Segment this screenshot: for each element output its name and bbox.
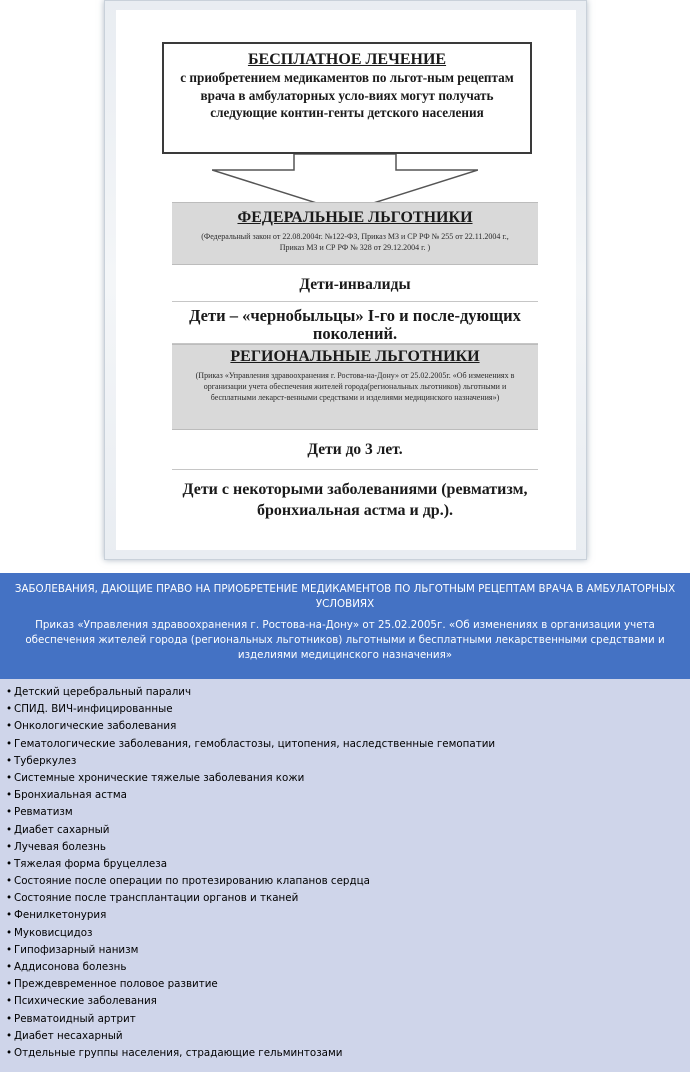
federal-item: Дети-инвалиды [172,266,538,302]
intro-text: с приобретением медикаментов по льгот-ным рецептам врача в амбулаторных усло-виях могут получать следующие контин-генты детского населения [180,70,514,120]
bullet-icon: • [6,1046,13,1059]
diseases-subtitle: Приказ «Управления здравоохранения г. Ростова-на-Дону» от 25.02.2005г. «Об изменениях в организации учета обеспечения жителей города (региональных льготников) льготными и бесплатными лекарственными средствами и изделиями медицинского назначения» [25,619,665,661]
regional-header [172,344,538,430]
list-item-text: Системные хронические тяжелые заболевания кожи [14,771,305,784]
bullet-icon: • [6,995,13,1008]
bullet-icon: • [6,720,13,733]
list-item-text: Психические заболевания [14,995,157,1008]
bullet-icon: • [6,823,13,836]
list-item-text: Онкологические заболевания [14,720,177,733]
bullet-icon: • [6,789,13,802]
list-item-text: Отдельные группы населения, страдающие гельминтозами [14,1046,343,1059]
list-item [6,736,690,753]
list-item-text: Гематологические заболевания, гемобластозы, цитопения, наследственные гемопатии [14,737,496,750]
list-item-text: СПИД. ВИЧ-инфицированные [14,703,173,716]
bullet-icon: • [6,1012,13,1025]
list-item-text: Гипофизарный нанизм [14,943,139,956]
list-item [6,1045,690,1062]
list-item [6,993,690,1010]
intro-title: БЕСПЛАТНОЕ ЛЕЧЕНИЕ [247,51,447,68]
bullet-icon: • [6,943,13,956]
list-item [6,959,690,976]
list-item-text: Состояние после операции по протезированию клапанов сердца [14,875,370,888]
list-item [6,684,690,701]
list-item [6,770,690,787]
list-item-text: Бронхиальная астма [14,789,127,802]
list-item-text: Тяжелая форма бруцеллеза [14,857,168,870]
list-item [6,976,690,993]
list-item-text: Ревматоидный артрит [14,1012,136,1025]
bullet-icon: • [6,840,13,853]
bullet-icon: • [6,1029,13,1042]
list-item [6,873,690,890]
diseases-list [6,684,690,1062]
bullet-icon: • [6,806,13,819]
bullet-icon: • [6,771,13,784]
list-item-text: Аддисонова болезнь [14,961,127,973]
diseases-header [0,573,690,679]
federal-note: (Федеральный закон от 22.08.2004г. №122-ФЗ, Приказ МЗ и СР РФ № 255 от 22.11.2004 г., Приказ МЗ и СР РФ № 328 от 29.12.2004 г. ) [201,232,509,252]
list-item-text: Ревматизм [14,806,73,819]
list-item [6,1028,690,1045]
list-item [6,822,690,839]
federal-header [172,202,538,265]
list-item-text: Диабет сахарный [14,823,110,836]
list-item [6,787,690,804]
list-item [6,718,690,735]
list-item-text: Фенилкетонурия [14,909,107,922]
bullet-icon: • [6,857,13,870]
list-item-text: Состояние после трансплантации органов и тканей [14,892,299,905]
list-item [6,856,690,873]
list-item [6,925,690,942]
regional-item: Дети до 3 лет. [172,430,538,470]
list-item-text: Преждевременное половое развитие [14,978,218,991]
list-item-text: Туберкулез [14,754,77,767]
regional-note: (Приказ «Управления здравоохранения г. Ростова-на-Дону» от 25.02.2005г. «Об изменениях в организации учета обеспечения жителей города(региональных льготников) льготными и бесплатными лекарст-венными средствами и изделиями медицинского назначения») [195,371,515,402]
federal-item: Дети – «чернобыльцы» I-го и после-дующих поколений. [172,302,538,344]
diseases-title: ЗАБОЛЕВАНИЯ, ДАЮЩИЕ ПРАВО НА ПРИОБРЕТЕНИЕ МЕДИКАМЕНТОВ ПО ЛЬГОТНЫМ РЕЦЕПТАМ ВРАЧА В АМБУЛАТОРНЫХ УСЛОВИЯХ [14,583,676,610]
list-item [6,890,690,907]
list-item-text: Детский церебральный паралич [14,686,192,698]
bullet-icon: • [6,978,13,991]
list-item-text: Диабет несахарный [14,1029,123,1042]
regional-item: Дети с некоторыми заболеваниями (ревматизм, бронхиальная астма и др.). [182,481,528,519]
list-item [6,753,690,770]
list-item [6,942,690,959]
diagram-panel [104,0,587,560]
list-item [6,839,690,856]
diseases-list-box [0,679,690,1072]
list-item-text: Лучевая болезнь [14,840,106,853]
intro-box [162,42,532,154]
diagram-canvas [116,10,576,550]
bullet-icon: • [6,961,13,973]
bullet-icon: • [6,754,13,767]
list-item [6,804,690,821]
federal-title: ФЕДЕРАЛЬНЫЕ ЛЬГОТНИКИ [237,209,473,226]
regional-title: РЕГИОНАЛЬНЫЕ ЛЬГОТНИКИ [230,348,480,365]
bullet-icon: • [6,926,13,939]
list-item [6,907,690,924]
bullet-icon: • [6,909,13,922]
bullet-icon: • [6,875,13,888]
bullet-icon: • [6,737,13,750]
list-item [6,701,690,718]
bullet-icon: • [6,686,13,698]
list-item-text: Муковисцидоз [14,926,93,939]
bullet-icon: • [6,703,13,716]
bullet-icon: • [6,892,13,905]
list-item [6,1011,690,1028]
